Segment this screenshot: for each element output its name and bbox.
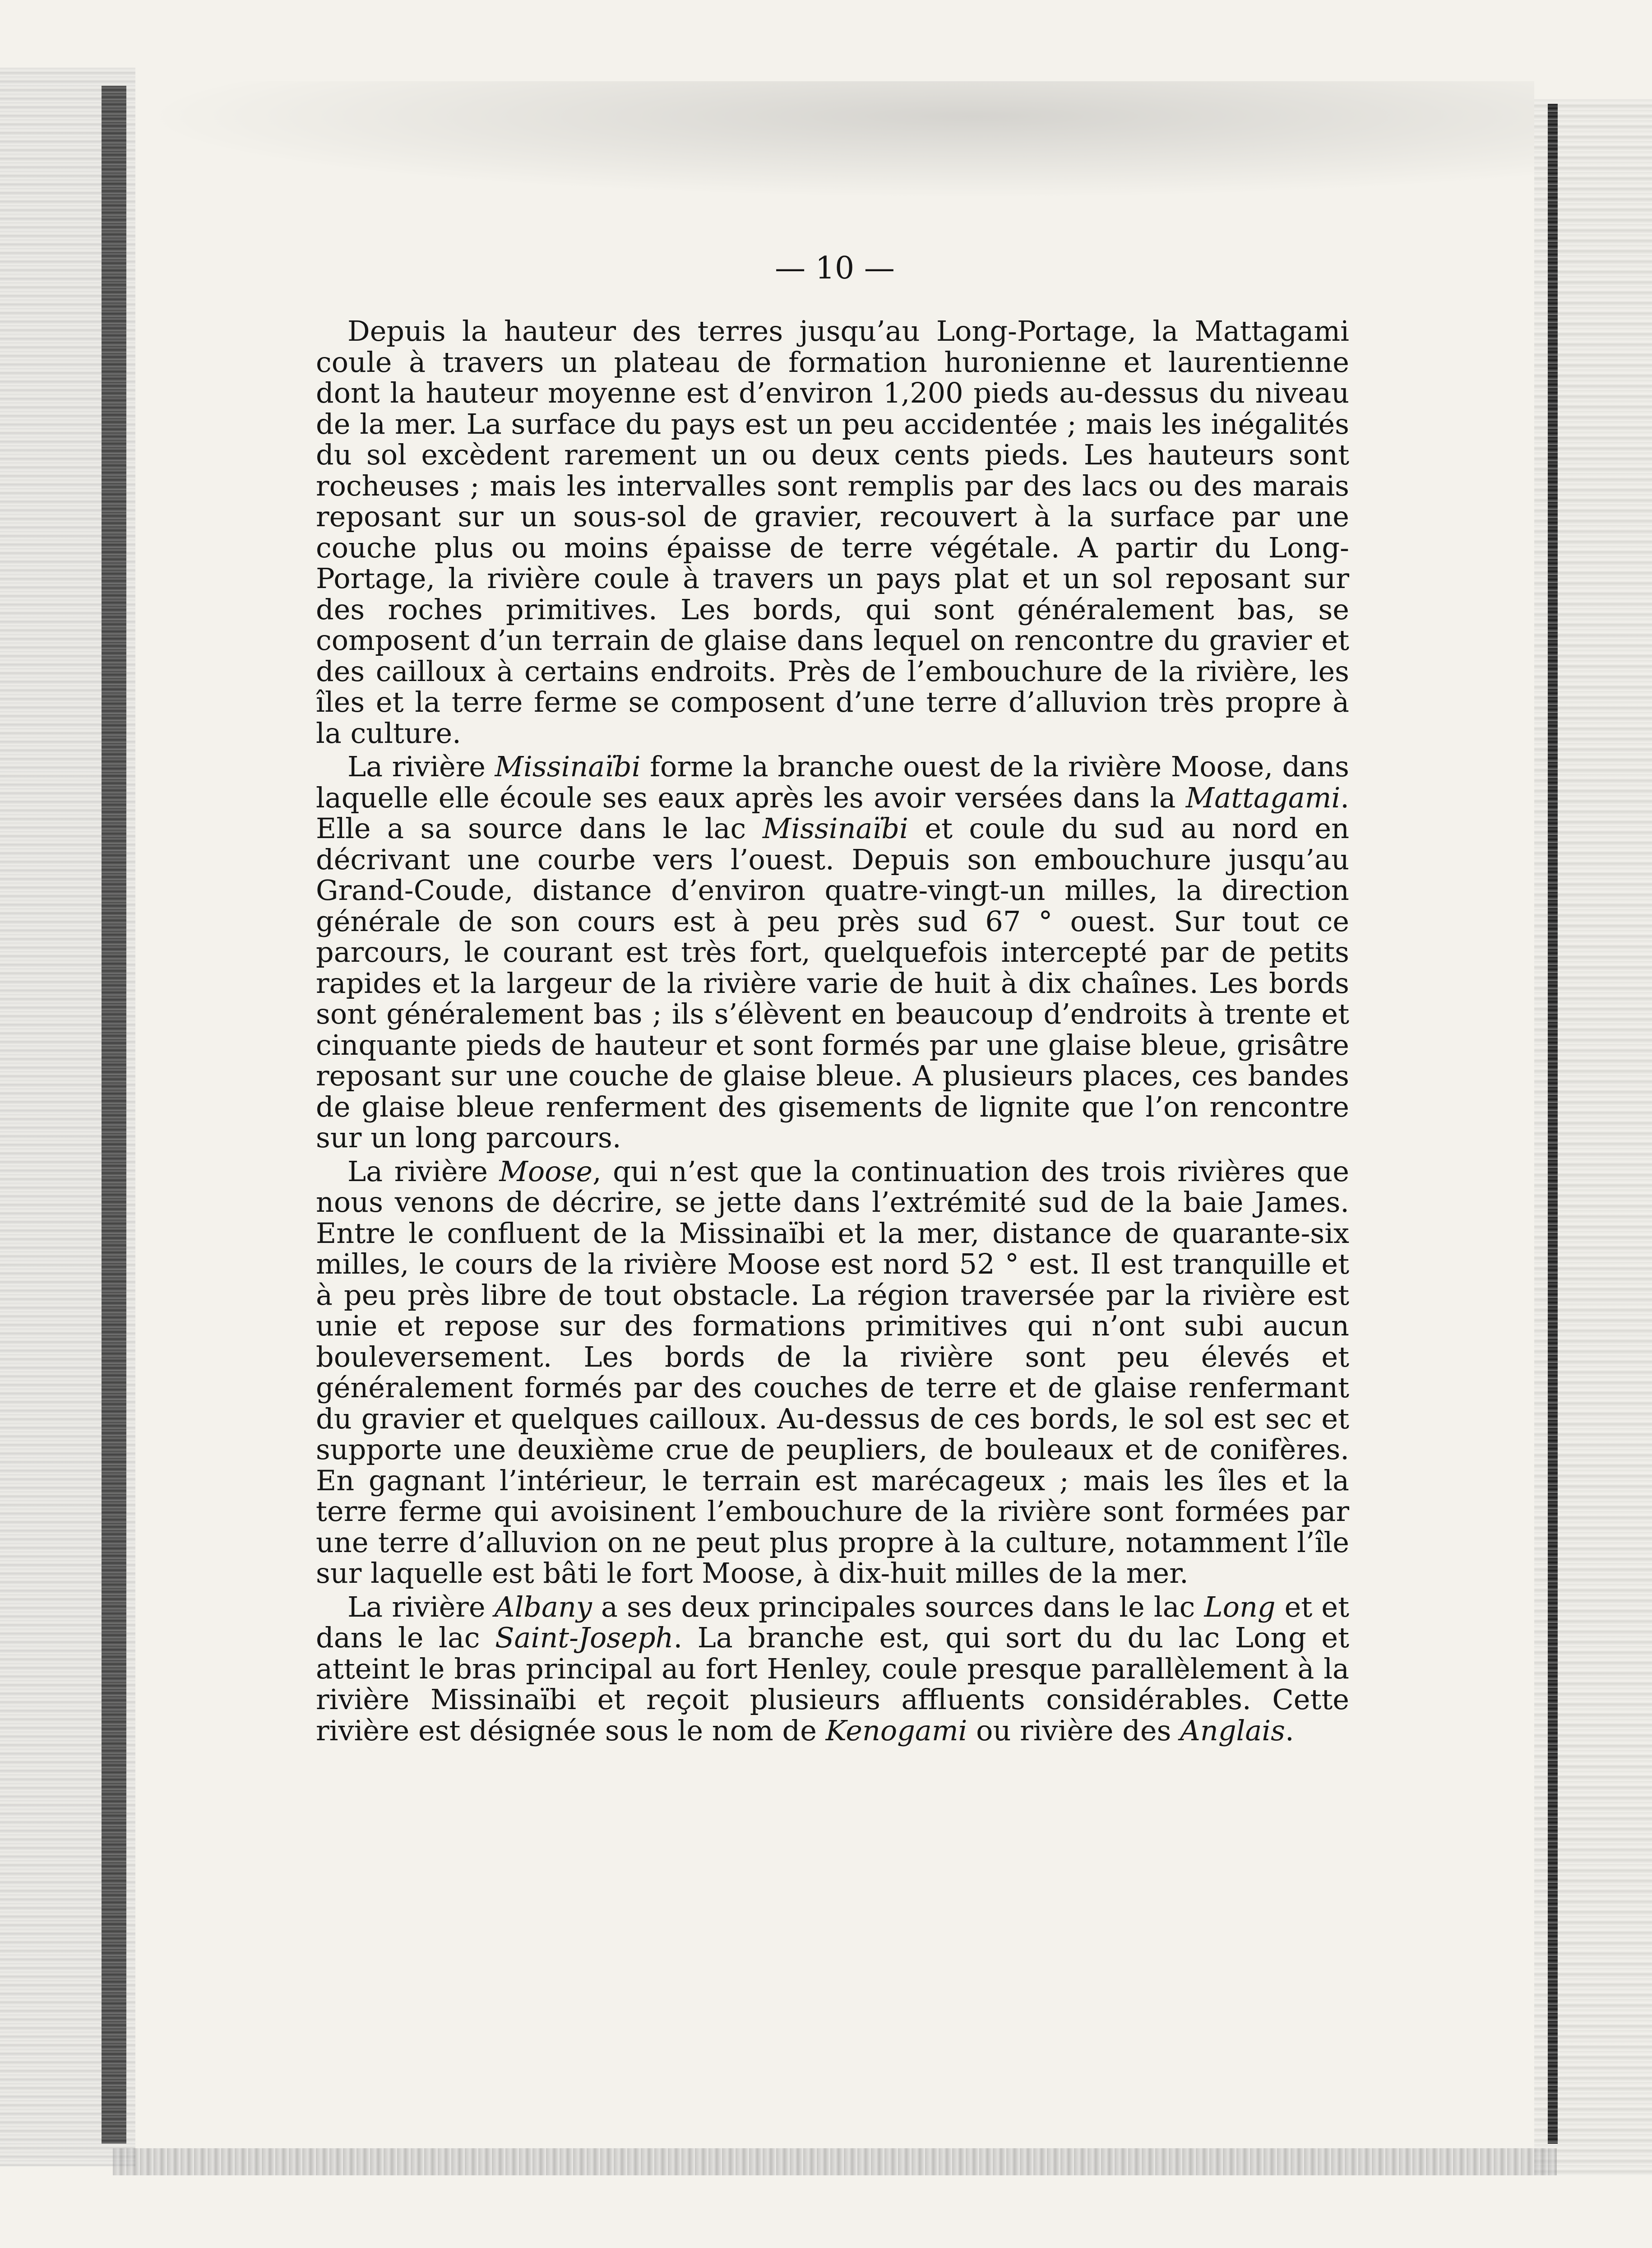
text-segment: forme la branche ouest de la rivière Moose, dans laquelle elle écoule ses eaux après les avoir versées dans la	[316, 750, 1349, 814]
text-segment: ou rivière des	[967, 1714, 1180, 1747]
text-segment: La rivière	[347, 1590, 495, 1623]
italic-text: Albany	[494, 1590, 592, 1623]
italic-text: Saint-Joseph	[495, 1621, 674, 1654]
italic-text: Moose	[499, 1154, 593, 1188]
scan-noise-top	[135, 81, 1534, 199]
scan-edge-right-line	[1548, 104, 1558, 2144]
italic-text: Missinaïbi	[495, 750, 641, 783]
text-segment: Depuis la hauteur des terres jusqu’au Long-Portage, la Mattagami coule à travers un plateau de formation huronienne et laurentienne dont la hauteur moyenne est d’environ 1,200 pieds au-dessus du niveau de la mer. La surface du pays est un peu accidentée ; mais les inégalités du sol excèdent rarement un ou deux cents pieds. Les hauteurs sont rocheuses ; mais les intervalles sont remplis par des lacs ou des marais reposant sur un sous-sol de gravier, recouvert à la surface par une couche plus ou moins épaisse de terre végétale. A partir du Long-Portage, la rivière coule à travers un pays plat et un sol reposant sur des roches primitives. Les bords, qui sont généralement bas, se composent d’un terrain de glaise dans lequel on rencontre du gravier et des cailloux à certains endroits. Près de l’embouchure de la rivière, les îles et la terre ferme se composent d’une terre d’alluvion très propre à la culture.	[316, 315, 1349, 750]
paragraph	[316, 316, 1349, 749]
text-segment: .	[1285, 1714, 1294, 1747]
italic-text: Long	[1204, 1590, 1276, 1623]
scan-binding-shadow	[102, 86, 126, 2144]
scan-edge-bottom	[113, 2148, 1557, 2175]
body-text	[316, 316, 1349, 1746]
text-segment: a ses deux principales sources dans le lac	[592, 1590, 1204, 1623]
italic-text: Anglais	[1180, 1714, 1285, 1747]
italic-text: Kenogami	[825, 1714, 967, 1747]
paragraph	[316, 1156, 1349, 1589]
text-segment: , qui n’est que la continuation des trois rivières que nous venons de décrire, se jette dans l’extrémité sud de la baie James. Entre le confluent de la Missinaïbi et la mer, distance de quarante-six milles, le cours de la rivière Moose est nord 52 ° est. Il est tranquille et à peu près libre de tout obstacle. La région traversée par la rivière est unie et repose sur des formations primitives qui n’ont subi aucun bouleversement. Les bords de la rivière sont peu élevés et généralement formés par des couches de terre et de glaise renfermant du gravier et quelques cailloux. Au-dessus de ces bords, le sol est sec et supporte une deuxième crue de peupliers, de bouleaux et de conifères. En gagnant l’intérieur, le terrain est marécageux ; mais les îles et la terre ferme qui avoisinent l’embouchure de la rivière sont formées par une terre d’alluvion on ne peut plus propre à la culture, notamment l’île sur laquelle est bâti le fort Moose, à dix-huit milles de la mer.	[316, 1154, 1349, 1590]
text-segment: La rivière	[347, 1154, 500, 1188]
text-segment: et et dans le lac	[316, 1590, 1350, 1654]
paragraph	[316, 1592, 1349, 1747]
page-number: — 10 —	[775, 250, 895, 286]
italic-text: Mattagami	[1185, 781, 1341, 814]
text-segment: . Elle a sa source dans le lac	[316, 781, 1349, 845]
italic-text: Missinaïbi	[762, 812, 908, 845]
text-segment: La rivière	[347, 750, 495, 783]
text-segment: . La branche est, qui sort du du lac Long et atteint le bras principal au fort Henley, coule presque parallèlement à la rivière Missinaïbi et reçoit plusieurs affluents considérables. Cette rivière est désignée sous le nom de	[316, 1621, 1350, 1747]
paragraph	[316, 751, 1349, 1154]
text-segment: et coule du sud au nord en décrivant une courbe vers l’ouest. Depuis son embouchure jusqu’au Grand-Coude, distance d’environ quatre-vingt-un milles, la direction générale de son cours est à peu près sud 67 ° ouest. Sur tout ce parcours, le courant est très fort, quelquefois intercepté par de petits rapides et la largeur de la rivière varie de huit à dix chaînes. Les bords sont généralement bas ; ils s’élèvent en beaucoup d’endroits à trente et cinquante pieds de hauteur et sont formés par une glaise bleue, grisâtre reposant sur une couche de glaise bleue. A plusieurs places, ces bandes de glaise bleue renferment des gisements de lignite que l’on rencontre sur un long parcours.	[316, 812, 1349, 1154]
